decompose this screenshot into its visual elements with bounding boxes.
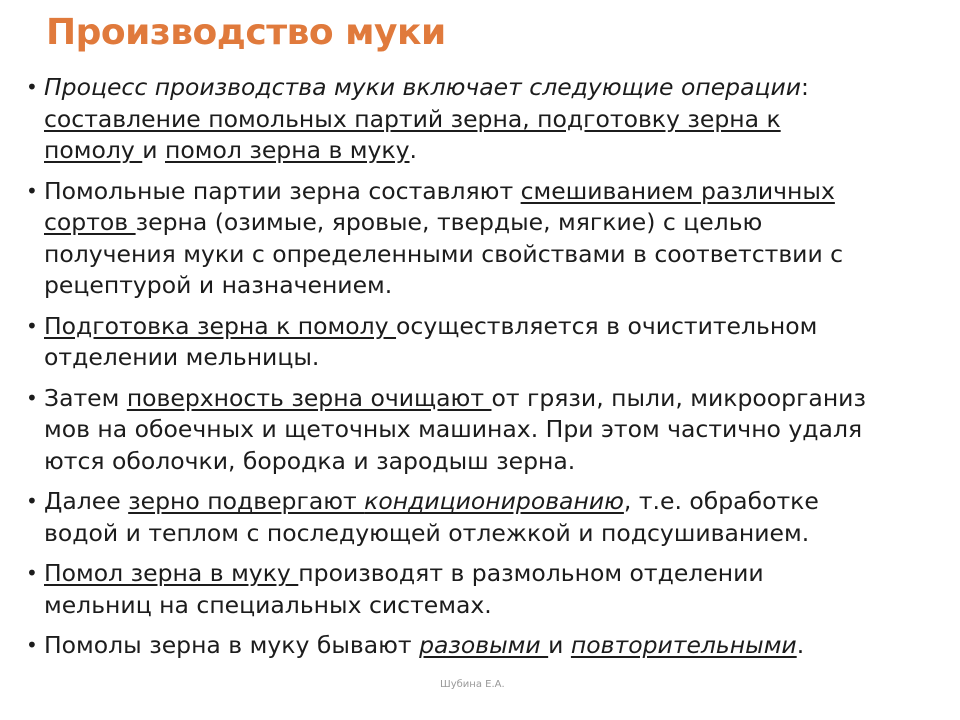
- text-segment: :: [801, 73, 809, 101]
- bullet-line: [44, 135, 938, 167]
- bullet-item: [26, 486, 938, 549]
- text-segment: от грязи, пыли, микроорганиз: [491, 383, 866, 412]
- bullet-item: [26, 383, 938, 478]
- bullet-line: [44, 104, 938, 136]
- underlined-text: повторительными: [570, 631, 797, 659]
- text-segment: рецептурой и назначением.: [44, 271, 393, 299]
- bullet-list: [26, 72, 938, 671]
- bullet-line: [44, 630, 938, 662]
- bullet-dot-icon: •: [26, 385, 38, 410]
- text-segment: , т.е. обработке: [623, 487, 819, 515]
- underlined-text: кондиционированию: [364, 487, 624, 515]
- text-segment: Процесс производства муки включает следующие операции: [44, 73, 802, 101]
- bullet-line: [44, 176, 938, 208]
- bullet-line: [44, 518, 938, 550]
- text-segment: производят в размольном отделении: [298, 559, 764, 587]
- bullet-line: [44, 383, 938, 415]
- text-segment: водой и теплом с последующей отлежкой и подсушиванием.: [44, 518, 810, 547]
- bullet-line: [44, 486, 938, 518]
- footer-author: Шубина Е.А.: [440, 679, 505, 690]
- bullet-line: [44, 590, 938, 622]
- bullet-line: [44, 558, 938, 590]
- bullet-item: [26, 630, 938, 662]
- underlined-text: разовыми: [419, 631, 549, 659]
- underlined-text: поверхность зерна очищают: [126, 383, 492, 412]
- text-segment: зерна (озимые, яровые, твердые, мягкие) с целью: [135, 208, 763, 236]
- underlined-text: составление помольных партий зерна, подготовку зерна к: [44, 104, 781, 133]
- text-segment: получения муки с определенными свойствами в соответствии с: [44, 239, 844, 268]
- bullet-line: [44, 270, 938, 302]
- bullet-line: [44, 207, 938, 239]
- bullet-line: [44, 311, 938, 343]
- text-segment: и: [548, 631, 571, 659]
- text-segment: отделении мельницы.: [44, 343, 320, 371]
- text-segment: Затем: [44, 383, 127, 412]
- underlined-text: помолу: [44, 136, 143, 164]
- bullet-item: [26, 72, 938, 167]
- text-segment: мельниц на специальных системах.: [44, 590, 492, 619]
- bullet-line: [44, 446, 938, 478]
- underlined-text: зерно подвергают: [128, 487, 365, 515]
- text-segment: Помольные партии зерна составляют: [44, 176, 521, 205]
- underlined-text: Помол зерна в муку: [44, 559, 299, 587]
- text-segment: Помолы зерна в муку бывают: [44, 631, 420, 659]
- underlined-text: помол зерна в муку: [165, 136, 410, 164]
- bullet-dot-icon: •: [26, 561, 38, 585]
- bullet-dot-icon: •: [26, 633, 38, 657]
- bullet-line: [44, 342, 938, 374]
- text-segment: ются оболочки, бородка и зародыш зерна.: [44, 446, 576, 475]
- bullet-item: [26, 311, 938, 374]
- text-segment: мов на обоечных и щеточных машинах. При этом частично удаля: [44, 415, 863, 443]
- bullet-dot-icon: •: [26, 75, 38, 99]
- bullet-line: [44, 239, 938, 271]
- bullet-line: [44, 72, 938, 104]
- bullet-line: [44, 414, 938, 446]
- underlined-text: сортов: [44, 208, 136, 236]
- slide-title: Производство муки: [46, 12, 446, 53]
- bullet-item: [26, 558, 938, 621]
- text-segment: Далее: [44, 487, 129, 515]
- underlined-text: Подготовка зерна к помолу: [44, 311, 397, 340]
- text-segment: и: [142, 136, 165, 164]
- bullet-dot-icon: •: [26, 178, 38, 203]
- bullet-item: [26, 176, 938, 302]
- bullet-dot-icon: •: [26, 313, 38, 338]
- text-segment: осуществляется в очистительном: [396, 311, 818, 340]
- bullet-dot-icon: •: [26, 489, 38, 513]
- underlined-text: смешиванием различных: [520, 176, 835, 205]
- text-segment: .: [409, 136, 417, 164]
- text-segment: .: [796, 631, 805, 659]
